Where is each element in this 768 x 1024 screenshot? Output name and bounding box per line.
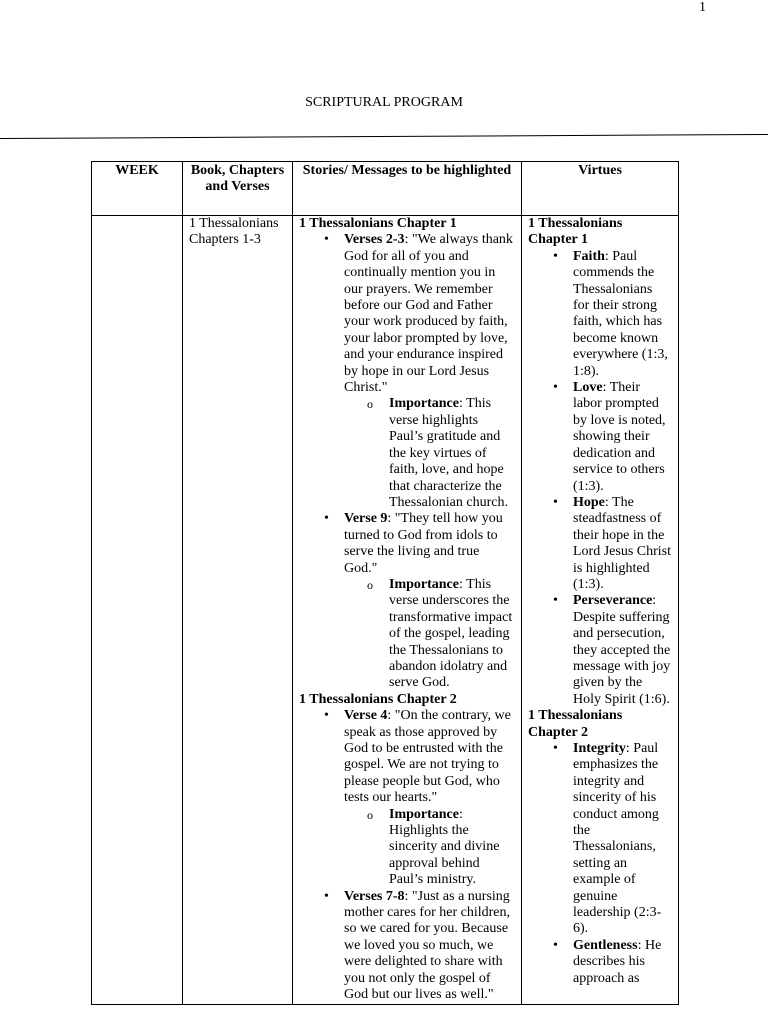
importance-label: Importance [389, 396, 459, 412]
virtue-text: : He describes his approach as [573, 937, 662, 986]
verse-ref: Verses 2-3 [344, 232, 405, 248]
virtues-cell [522, 216, 679, 1005]
header-virtues: Virtues [522, 162, 679, 216]
virtue-text: : Paul emphasizes the integrity and sincerity of his conduct among the Thessalonians, setting an example of genuine leadership (2:3-6). [573, 741, 662, 937]
virtues-list [528, 741, 672, 987]
virtue-text: : Despite suffering and persecution, they accepted the message with joy given by the Holy Spirit (1:6). [573, 593, 671, 707]
importance-list [344, 396, 515, 511]
list-item [573, 380, 672, 495]
table-row [92, 216, 679, 1005]
virtue-name: Integrity [573, 741, 626, 756]
importance-text: : Highlights the sincerity and divine approval behind Paul’s ministry. [389, 806, 500, 888]
list-item [573, 249, 672, 380]
verse-text: : "On the contrary, we speak as those approved by God to be entrusted with the gospel. We are not trying to please people but God, who tests our hearts." [344, 708, 511, 806]
stories-chapter-heading: 1 Thessalonians Chapter 1 [299, 216, 457, 231]
verse-ref: Verse 9 [344, 511, 388, 527]
list-item [344, 708, 515, 888]
virtue-name: Perseverance [573, 593, 653, 609]
list-item [344, 511, 515, 691]
list-item [573, 938, 672, 987]
virtue-text: : The steadfastness of their hope in the Lord Jesus Christ is highlighted (1:3). [573, 494, 671, 592]
importance-list [344, 807, 515, 889]
book-cell [183, 216, 293, 1005]
virtues-list [528, 249, 672, 708]
list-item [389, 396, 515, 511]
virtues-chapter-heading: 1 Thessalonians Chapter 2 [528, 708, 623, 740]
verse-ref: Verse 4 [344, 708, 388, 724]
stories-list [299, 232, 515, 691]
stories-chapter-heading: 1 Thessalonians Chapter 2 [299, 691, 457, 707]
virtue-name: Hope [573, 494, 605, 510]
virtue-name: Gentleness [573, 937, 638, 953]
header-book: Book, Chapters and Verses [183, 162, 293, 216]
virtues-chapter-heading: 1 Thessalonians Chapter 1 [528, 216, 623, 248]
verse-text: : "Just as a nursing mother cares for her children, so we cared for you. Because we loved you so much, we were delighted to share with you not only the gospel of God but our lives as well." [344, 888, 510, 1003]
verse-text: : "We always thank God for all of you and continually mention you in our prayers. We remember before our God and Father your work produced by faith, your labor prompted by love, and your endurance inspired by hope in our Lord Jesus Christ." [344, 232, 513, 396]
importance-list [344, 577, 515, 692]
virtue-name: Faith [573, 248, 605, 264]
list-item [573, 593, 672, 708]
list-item [573, 741, 672, 938]
verse-ref: Verses 7-8 [344, 888, 405, 904]
importance-text: : This verse highlights Paul’s gratitude and the key virtues of faith, love, and hope that characterize the Thessalonian church. [389, 396, 508, 510]
book-text: 1 Thessalonians Chapters 1-3 [189, 216, 279, 248]
list-item [344, 232, 515, 511]
list-item [389, 577, 515, 692]
stories-list [299, 708, 515, 1003]
stories-cell [293, 216, 522, 1005]
list-item [389, 807, 515, 889]
program-table [91, 161, 679, 1005]
virtue-text: : Paul commends the Thessalonians for their strong faith, which has become known everywhere (1:3, 1:8). [573, 248, 668, 379]
table-header-row [92, 162, 679, 216]
importance-label: Importance [389, 576, 459, 592]
document-title: SCRIPTURAL PROGRAM [305, 95, 463, 110]
page-number: 1 [699, 0, 706, 15]
virtue-text: : Their labor prompted by love is noted, showing their dedication and service to others (1:3). [573, 380, 666, 494]
virtue-name: Love [573, 380, 603, 396]
importance-label: Importance [389, 806, 459, 822]
verse-text: : "They tell how you turned to God from idols to serve the living and true God." [344, 511, 503, 576]
header-stories: Stories/ Messages to be highlighted [293, 162, 522, 216]
list-item [344, 889, 515, 1004]
importance-text: : This verse underscores the transformative impact of the gospel, leading the Thessalonians to abandon idolatry and serve God. [389, 576, 513, 691]
week-cell [92, 216, 183, 1005]
horizontal-rule [0, 134, 768, 139]
list-item [573, 495, 672, 593]
header-week: WEEK [92, 162, 183, 216]
